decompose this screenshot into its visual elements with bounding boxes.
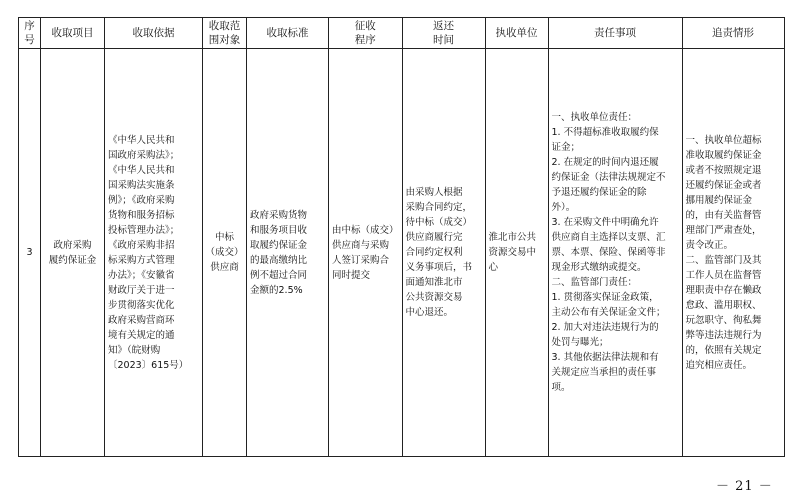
cell-accountability [682, 49, 784, 457]
header-standard [247, 18, 329, 49]
cell-line: 3. 其他依据法律法规和有 [551, 352, 659, 363]
cell-line: 《中华人民共和 [108, 164, 175, 176]
cell-line: 国采购法实施条 [108, 179, 175, 191]
cell-line: 的最高缴纳比 [250, 254, 308, 266]
cell-line: 货物和服务招标 [108, 209, 175, 221]
cell-line: 财政厅关于进一 [108, 284, 175, 296]
header-basis [105, 18, 203, 49]
cell-line: 玩忽职守、徇私舞 [685, 314, 762, 326]
cell-procedure [329, 49, 403, 457]
cell-line: 面通知淮北市 [405, 277, 463, 288]
cell-line: 淮北市公共 [488, 232, 537, 243]
cell-line: 中心退还。 [405, 307, 454, 318]
header-accountability [682, 18, 784, 49]
header-procedure [329, 18, 403, 49]
cell-line: 2. 在规定的时间内退还履 [551, 157, 659, 168]
cell-line: 收取项目 [51, 27, 94, 39]
cell-line: 外）。 [551, 202, 576, 213]
cell-line: 主动公布有关保证金文件； [551, 307, 666, 318]
cell-line: 《政府采购非招 [108, 239, 175, 251]
header-row [19, 18, 785, 49]
cell-line: 〔2023〕615号） [108, 359, 189, 371]
cell-line: 合同约定权利 [405, 247, 463, 258]
cell-line: 义务事项后，书 [405, 262, 473, 273]
cell-line: 供应商 [210, 262, 239, 273]
cell-line: 票、本票、保险、保函等非 [551, 247, 666, 258]
cell-line: 序 [24, 20, 35, 32]
cell-line: 时间 [433, 34, 455, 46]
cell-line: 工作人员在监督管 [685, 269, 762, 281]
cell-unit [485, 49, 548, 457]
cell-line: 一、执收单位责任： [551, 112, 638, 123]
cell-seq: 3 [19, 49, 41, 457]
cell-line: 政府采购营商环 [108, 314, 175, 326]
cell-line: 怠政、滥用职权、 [685, 299, 762, 311]
cell-basis [105, 49, 203, 457]
cell-line: 步贯彻落实优化 [108, 299, 175, 311]
header-duties [548, 18, 682, 49]
cell-line: 投标管理办法》； [108, 224, 180, 236]
cell-line: 中标 [214, 232, 234, 243]
cell-line: 政府采购 [53, 239, 92, 251]
cell-line: 追究相应责任。 [685, 359, 753, 371]
cell-line: 围对象 [208, 34, 241, 46]
cell-item [41, 49, 105, 457]
cell-line: 现金形式缴纳或提交。 [551, 262, 647, 273]
header-item [41, 18, 105, 49]
cell-line: 2. 加大对违法违规行为的 [551, 322, 659, 333]
cell-line: 处罚与曝光； [551, 337, 609, 348]
cell-standard [247, 49, 329, 457]
cell-line: 金额的2.5% [250, 284, 303, 296]
cell-line: 约保证金（法律法规规定不 [551, 172, 666, 183]
cell-line: 供应商自主选择以支票、汇 [551, 232, 666, 243]
header-refund [402, 18, 485, 49]
cell-line: 知》（皖财购 [108, 344, 161, 356]
cell-line: 标采购方式管理 [108, 254, 175, 266]
cell-line: 责任事项 [594, 27, 637, 39]
cell-line: 执收单位 [495, 27, 538, 39]
cell-line: 项。 [551, 382, 571, 393]
cell-line: 追责情形 [712, 27, 755, 39]
page-number: － 21 － [716, 479, 773, 494]
cell-line: 返还 [433, 20, 455, 32]
cell-line: 公共资源交易 [405, 292, 463, 303]
cell-line: 例》；《政府采购 [108, 194, 175, 206]
cell-line: 二、监管部门及其 [685, 254, 762, 266]
cell-line: 证金； [551, 142, 581, 153]
cell-line: 例不超过合同 [250, 269, 308, 281]
cell-line: 予退还履约保证金的除 [551, 187, 647, 198]
cell-line: 收取范 [208, 20, 241, 32]
table-row [19, 49, 785, 457]
cell-line: 人签订采购合 [332, 254, 390, 266]
header-unit [485, 18, 548, 49]
cell-line: 或者不按照规定退 [685, 164, 762, 176]
cell-line: 号 [24, 34, 35, 46]
cell-refund [402, 49, 485, 457]
cell-line: 程序 [354, 34, 376, 46]
header-seq [19, 18, 41, 49]
cell-scope [203, 49, 247, 457]
cell-line: 和服务项目收 [250, 224, 308, 236]
cell-line: 待中标（成交） [405, 217, 473, 228]
cell-line: 收取标准 [266, 27, 309, 39]
cell-line: 3. 在采购文件中明确允许 [551, 217, 659, 228]
cell-duties [548, 49, 682, 457]
cell-line: 征收 [354, 20, 376, 32]
cell-line: 履约保证金 [48, 254, 97, 266]
cell-line: 1. 不得超标准收取履约保 [551, 127, 659, 138]
cell-line: 《中华人民共和 [108, 134, 175, 146]
cell-line: 弊等违法违规行为 [685, 329, 762, 341]
cell-line: 还履约保证金或者 [685, 179, 762, 191]
cell-line: 心 [488, 262, 499, 273]
cell-line: 一、执收单位超标 [685, 134, 762, 146]
cell-line: 同时提交 [332, 269, 371, 281]
cell-line: 1. 贯彻落实保证金政策， [551, 292, 659, 303]
cell-line: 理职责中存在懒政 [685, 284, 762, 296]
cell-line: 由中标（成交） [332, 224, 399, 236]
cell-line: 责令改正。 [685, 239, 734, 251]
cell-line: 由采购人根据 [405, 187, 463, 198]
cell-line: 收取依据 [132, 27, 175, 39]
cell-line: 供应商与采购 [332, 239, 390, 251]
cell-line: 采购合同约定， [405, 202, 473, 213]
fee-table [18, 17, 785, 457]
cell-line: 关规定应当承担的责任事 [551, 367, 657, 378]
cell-line: 资源交易中 [488, 247, 537, 258]
cell-line: 理部门严肃查处， [685, 224, 762, 236]
cell-line: （成交） [205, 247, 244, 258]
cell-line: 取履约保证金 [250, 239, 308, 251]
cell-line: 供应商履行完 [405, 232, 463, 243]
cell-line: 挪用履约保证金 [685, 194, 753, 206]
cell-line: 的，由有关监督管 [685, 209, 762, 221]
cell-line: 准收取履约保证金 [685, 149, 762, 161]
header-scope [203, 18, 247, 49]
cell-line: 二、监管部门责任： [551, 277, 638, 288]
cell-line: 办法》；《安徽省 [108, 269, 175, 281]
cell-line: 境有关规定的通 [108, 329, 175, 341]
cell-line: 的，依照有关规定 [685, 344, 762, 356]
cell-line: 政府采购货物 [250, 209, 308, 221]
cell-line: 国政府采购法》； [108, 149, 180, 161]
